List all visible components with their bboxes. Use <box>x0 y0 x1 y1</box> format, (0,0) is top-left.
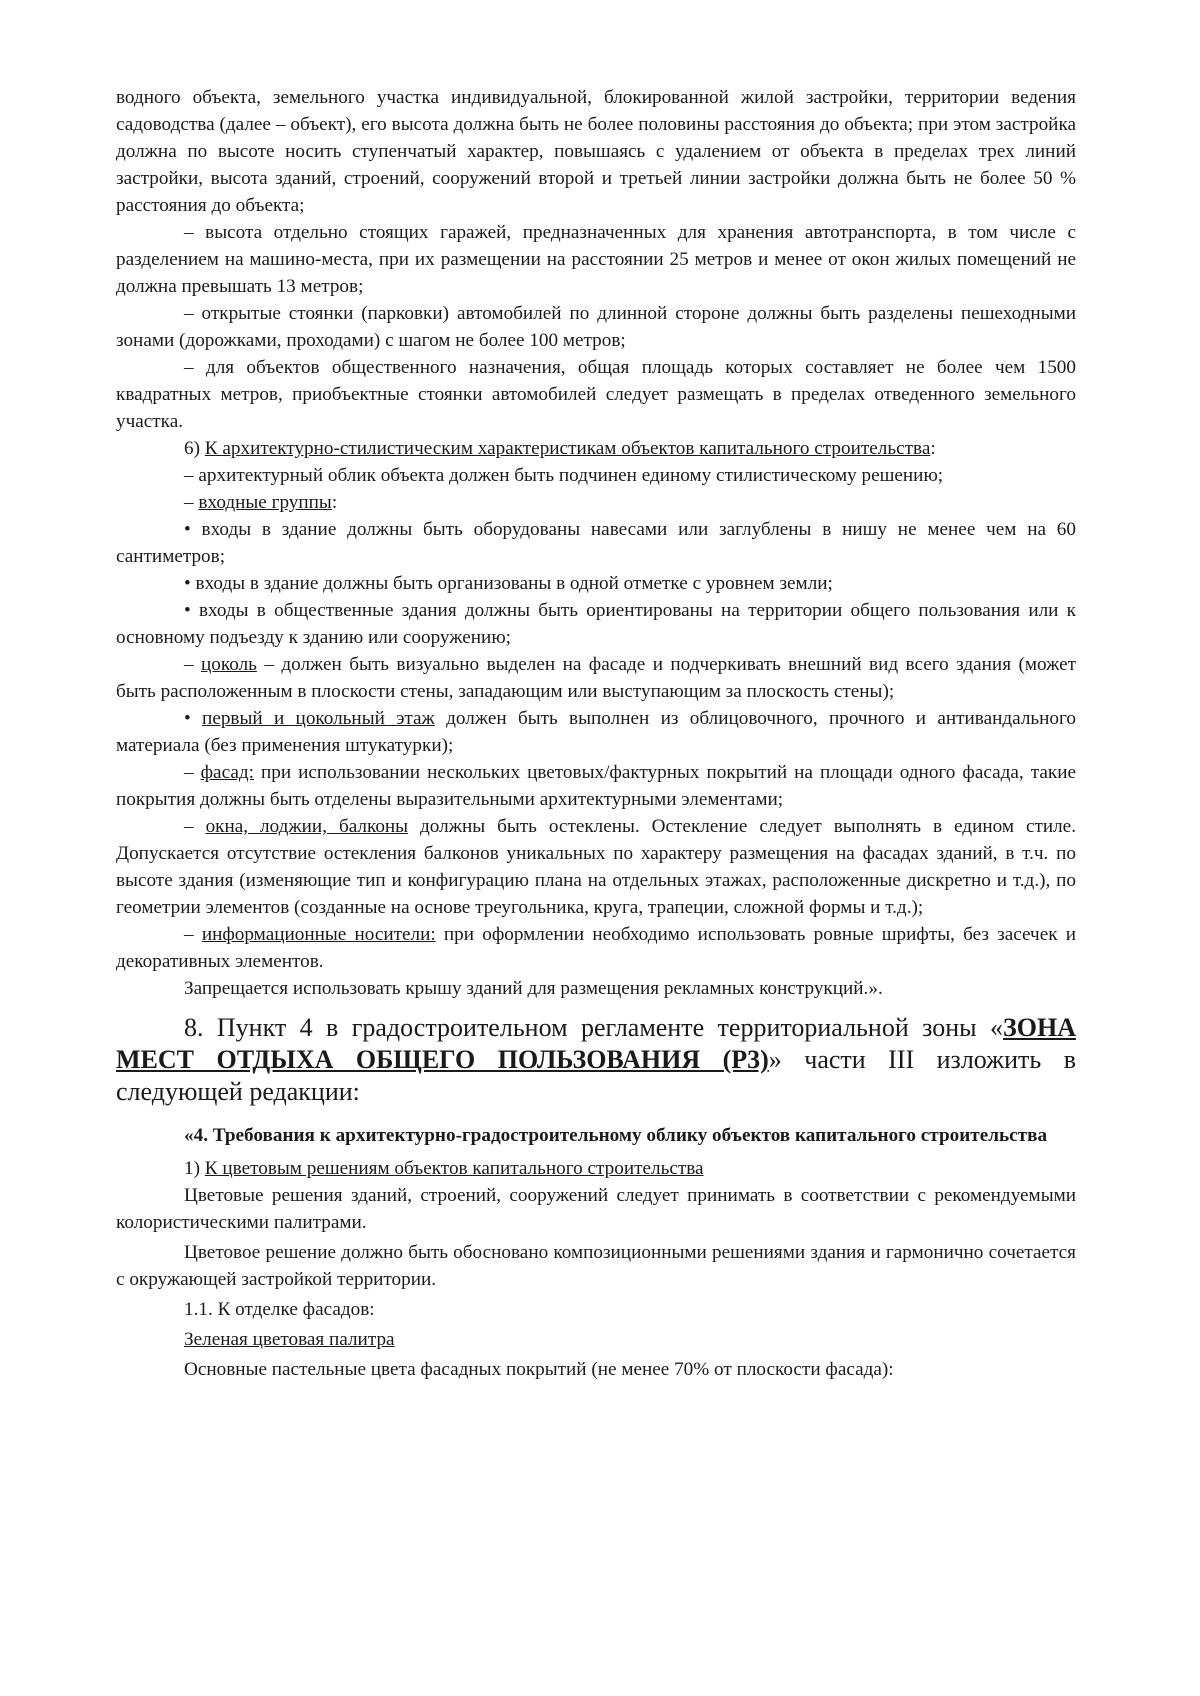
facade-term: фасад: <box>200 762 254 783</box>
paragraph-roof-ads: Запрещается использовать крышу зданий для размещения рекламных конструкций.». <box>184 978 883 999</box>
paragraph-public-objects: – для объектов общественного назначения, общая площадь которых составляет не более чем 1500 квадратных метров, приобъектные стоянки автомобилей следует размещать в пределах отведенного земельного участка. <box>116 357 1076 432</box>
paragraph-color-palettes: Цветовые решения зданий, строений, сооружений следует принимать в соответствии с рекомендуемыми колористическими палитрами. <box>116 1185 1076 1233</box>
bullet-entrance-level: • входы в здание должны быть организованы в одной отметке с уровнем земли; <box>184 573 833 594</box>
info-carriers-term: информационные носители: <box>201 924 436 945</box>
windows-term: окна, лоджии, балконы <box>205 816 409 837</box>
paragraph-first-floor <box>116 705 1076 759</box>
dash-marker: – <box>184 762 201 783</box>
dash-marker: – <box>184 924 202 945</box>
paragraph-main-pastel-colors: Основные пастельные цвета фасадных покрытий (не менее 70% от плоскости фасада): <box>184 1359 894 1380</box>
section-6-number: 6) <box>184 438 205 459</box>
bullet-entrance-orientation: • входы в общественные здания должны быть ориентированы на территории общего пользования или к основному подъезду к зданию или сооружению; <box>116 600 1076 648</box>
paragraph-color-composition: Цветовое решение должно быть обосновано композиционными решениями здания и гармонично сочетается с окружающей застройкой территории. <box>116 1242 1076 1290</box>
color-solutions-term: К цветовым решениям объектов капитального строительства <box>204 1158 704 1179</box>
heading-requirements-4: «4. Требования к архитектурно-градостроительному облику объектов капитального строительства <box>184 1125 1048 1146</box>
colon: : <box>331 492 338 513</box>
document-page <box>116 84 1076 1383</box>
bullet-marker: • <box>184 708 203 729</box>
bullet-entrance-canopy: • входы в здание должны быть оборудованы навесами или заглублены в нишу не менее чем на 60 сантиметров; <box>116 519 1076 567</box>
paragraph-height-rule: водного объекта, земельного участка индивидуальной, блокированной жилой застройки, территории ведения садоводства (далее – объект), его высота должна быть не более половины расстояния до объекта; при этом застройка должна по высоте носить ступенчатый характер, повышаясь с удалением от объекта в пределах трех линий застройки, высота зданий, строений, сооружений второй и третьей линии застройки должна быть не более 50 % расстояния до объекта; <box>116 87 1076 216</box>
dash-marker: – <box>184 654 202 675</box>
paragraph-architectural-look: – архитектурный облик объекта должен быть подчинен единому стилистическому решению; <box>184 465 944 486</box>
paragraph-item-8 <box>116 1012 1076 1108</box>
section-6-heading: К архитектурно-стилистическим характеристикам объектов капитального строительства <box>204 438 931 459</box>
paragraph-facade-finishing: 1.1. К отделке фасадов: <box>184 1299 375 1320</box>
paragraph-plinth <box>116 651 1076 705</box>
item-1-number: 1) <box>184 1158 205 1179</box>
paragraph-windows <box>116 813 1076 921</box>
item-8-intro: 8. Пункт 4 в градостроительном регламенте территориальной зоны « <box>184 1013 1004 1042</box>
paragraph-parking: – открытые стоянки (парковки) автомобилей по длинной стороне должны быть разделены пешеходными зонами (дорожками, проходами) с шагом не более 100 метров; <box>116 303 1076 351</box>
green-palette-heading: Зеленая цветовая палитра <box>184 1329 395 1350</box>
paragraph-color-solutions-heading <box>116 1155 1076 1182</box>
first-floor-term: первый и цокольный этаж <box>202 708 435 729</box>
paragraph-info-carriers <box>116 921 1076 975</box>
first-floor-text: должен быть выполнен из облицовочного, прочного и антивандального материала (без применения штукатурки); <box>116 708 1076 756</box>
windows-text: должны быть остеклены. Остекление следует выполнять в едином стиле. Допускается отсутствие остекления балконов уникальных по характеру размещения на фасадах зданий, в т.ч. по высоте здания (изменяющие тип и конфигурацию плана на отдельных этажах, расположенные дискретно и т.д.), по геометрии элементов (созданные на основе треугольника, круга, трапеции, сложной формы и т.д.); <box>116 816 1076 918</box>
paragraph-facade <box>116 759 1076 813</box>
item-8-end: » части III изложить в следующей редакции: <box>116 1045 1076 1106</box>
paragraph-garage-height: – высота отдельно стоящих гаражей, предназначенных для хранения автотранспорта, в том числе с разделением на машино-места, при их размещении на расстоянии 25 метров и менее от окон жилых помещений не должна превышать 13 метров; <box>116 222 1076 297</box>
paragraph-section-6 <box>116 435 1076 462</box>
section-6-colon: : <box>930 438 936 459</box>
entrance-groups-term: входные группы <box>198 492 332 513</box>
zone-name: ЗОНА МЕСТ ОТДЫХА ОБЩЕГО ПОЛЬЗОВАНИЯ (Р3) <box>116 1013 1076 1074</box>
plinth-term: цоколь <box>201 654 257 675</box>
paragraph-entrance-groups <box>116 489 1076 516</box>
plinth-text: – должен быть визуально выделен на фасаде и подчеркивать внешний вид всего здания (может быть расположенным в плоскости стены, западающим или выступающим за плоскость стены); <box>116 654 1076 702</box>
dash-marker: – <box>184 816 206 837</box>
facade-text: при использовании нескольких цветовых/фактурных покрытий на площади одного фасада, такие покрытия должны быть отделены выразительными архитектурными элементами; <box>116 762 1076 810</box>
dash-marker: – <box>184 492 199 513</box>
info-carriers-text: при оформлении необходимо использовать ровные шрифты, без засечек и декоративных элементов. <box>116 924 1077 972</box>
